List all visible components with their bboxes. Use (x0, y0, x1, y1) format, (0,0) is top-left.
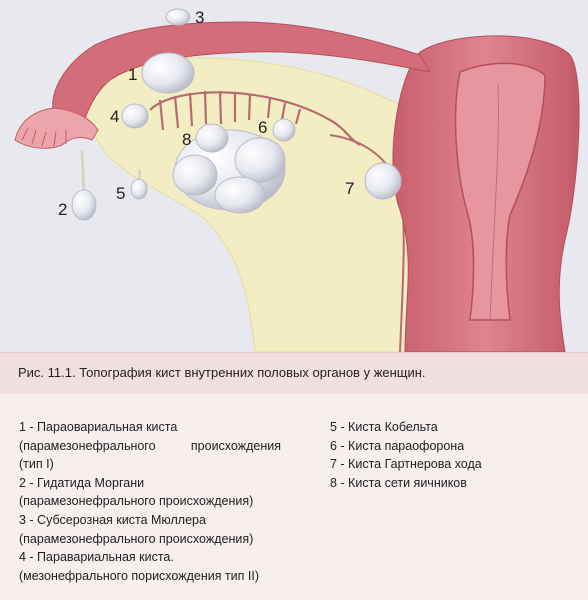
legend-line: 1 - Параовариальная киста (19, 420, 178, 434)
label-8: 8 (182, 130, 192, 149)
cyst-6 (273, 119, 295, 141)
legend-line-part: происхождения (190, 438, 281, 453)
legend-line: 8 - Киста сети яичников (330, 475, 467, 490)
legend-line: 7 - Киста Гартнерова хода (330, 457, 482, 472)
caption-bar (0, 352, 588, 395)
label-1: 1 (128, 65, 138, 84)
legend-line: (парамезонефрального происхождения) (19, 531, 254, 546)
cyst-7 (365, 163, 401, 199)
label-6: 6 (258, 118, 268, 137)
legend-line: 4 - Паравариальная киста. (19, 550, 174, 565)
legend-line: 3 - Субсерозная киста Мюллера (19, 512, 206, 527)
figure-caption: Рис. 11.1. Топография кист внутренних половых органов у женщин. (18, 365, 426, 380)
label-2: 2 (58, 200, 68, 219)
cyst-2 (72, 150, 96, 220)
legend-line (19, 437, 281, 456)
legend-line: 2 - Гидатида Моргани (19, 475, 145, 490)
legend-line: (тип I) (19, 457, 54, 472)
label-4: 4 (110, 107, 120, 126)
cyst-1 (142, 53, 194, 93)
cyst-3 (166, 9, 190, 25)
cyst-4 (122, 104, 148, 128)
legend-line: (мезонефрального порисхождения тип II) (19, 568, 260, 583)
legend-left-column (19, 418, 289, 585)
legend-panel (0, 394, 588, 600)
cyst-8 (196, 124, 228, 152)
label-7: 7 (345, 179, 355, 198)
legend-right-column (330, 418, 570, 492)
legend-line-part: (парамезонефрального (19, 438, 156, 453)
legend-line: 6 - Киста параофорона (330, 438, 465, 453)
legend-line: 5 - Киста Кобельта (330, 420, 438, 434)
label-3: 3 (195, 8, 205, 27)
label-5: 5 (116, 184, 126, 203)
legend-line: (парамезонефрального происхождения) (19, 494, 254, 509)
